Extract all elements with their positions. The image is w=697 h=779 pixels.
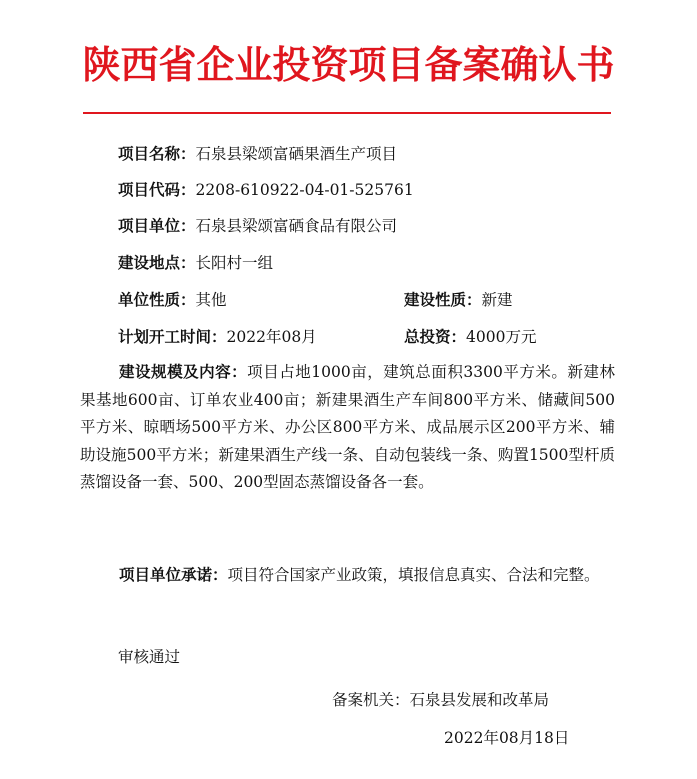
- start-time-row: [118, 326, 317, 348]
- unit-nature-label: 单位性质：: [118, 291, 196, 309]
- review-status: 审核通过: [118, 648, 181, 666]
- commitment-label: 项目单位承诺：: [119, 566, 228, 584]
- unit-nature-row: [118, 289, 227, 311]
- construction-scale-text: 项目占地1000亩，建筑总面积3300平方米。新建林果基地600亩、订单农业400亩；新建果酒生产车间800平方米、储藏间500平方米、晾晒场500平方米、办公区800平方米、成品展示区200平方米、辅助设施500平方米；新建果酒生产线一条、自动包装线一条、购置1500型杆质蒸馏设备一套、500、200型固态蒸馏设备各一套。: [80, 363, 615, 491]
- title-divider: [83, 112, 611, 114]
- project-code-label: 项目代码：: [118, 181, 196, 199]
- start-time-label: 计划开工时间：: [118, 328, 227, 346]
- project-name-label: 项目名称：: [118, 145, 196, 163]
- project-name-value: 石泉县梁颂富硒果酒生产项目: [195, 145, 398, 163]
- construction-nature-row: [404, 289, 513, 311]
- unit-nature-value: 其他: [195, 291, 227, 309]
- total-investment-label: 总投资：: [404, 328, 467, 346]
- commitment-text: 项目符合国家产业政策，填报信息真实、合法和完整。: [227, 566, 600, 584]
- commitment-paragraph: [80, 562, 615, 590]
- start-time-value: 2022年08月: [226, 328, 317, 346]
- construction-nature-label: 建设性质：: [404, 291, 482, 309]
- project-code-value: 2208-610922-04-01-525761: [195, 181, 414, 199]
- project-unit-label: 项目单位：: [118, 217, 196, 235]
- document-title: 陕西省企业投资项目备案确认书: [82, 42, 615, 87]
- total-investment-row: [404, 326, 536, 348]
- filing-date: 2022年08月18日: [444, 729, 570, 747]
- total-investment-value: 4000万元: [466, 328, 537, 346]
- filing-authority: 备案机关：石泉县发展和改革局: [332, 691, 550, 709]
- project-code-row: [118, 179, 414, 201]
- construction-scale-label: 建设规模及内容：: [119, 363, 248, 381]
- location-value: 长阳村一组: [195, 254, 274, 272]
- construction-nature-value: 新建: [481, 291, 513, 309]
- location-row: [118, 252, 273, 274]
- construction-scale-paragraph: [80, 359, 615, 497]
- project-unit-row: [118, 215, 397, 237]
- project-unit-value: 石泉县梁颂富硒食品有限公司: [195, 217, 398, 235]
- location-label: 建设地点：: [118, 254, 196, 272]
- project-name-row: [118, 143, 397, 165]
